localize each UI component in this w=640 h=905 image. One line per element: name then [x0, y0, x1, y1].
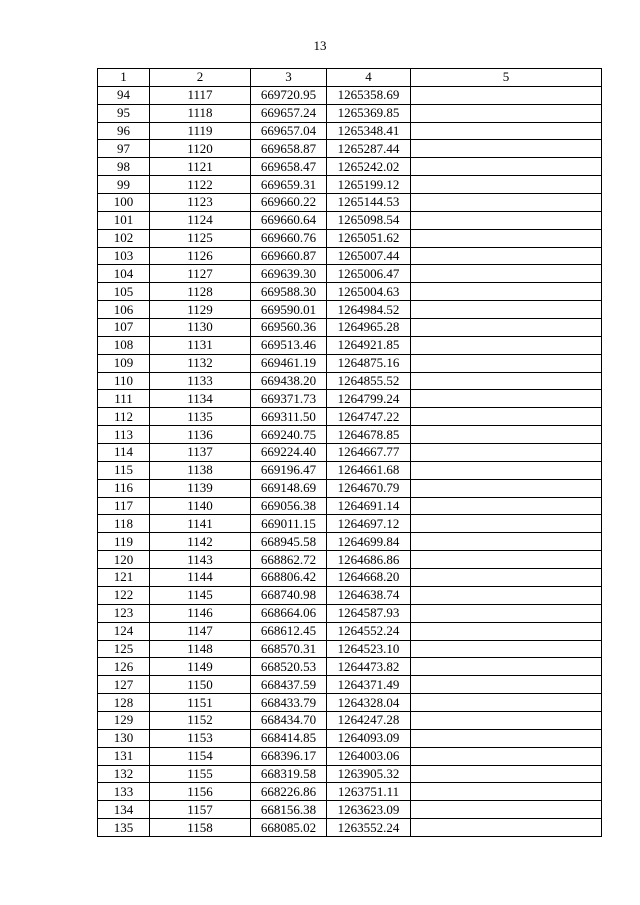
- table-cell: [411, 604, 602, 622]
- table-row: [98, 426, 602, 444]
- coordinates-table: [97, 68, 602, 837]
- table-cell: 1142: [150, 533, 251, 551]
- table-cell: 112: [98, 408, 150, 426]
- table-cell: [411, 622, 602, 640]
- table-cell: [411, 586, 602, 604]
- table-cell: [411, 158, 602, 176]
- table-cell: 669658.47: [251, 158, 327, 176]
- table-cell: 1265007.44: [327, 247, 411, 265]
- table-row: [98, 408, 602, 426]
- table-row: [98, 497, 602, 515]
- table-cell: 1265199.12: [327, 176, 411, 194]
- table-cell: 1264921.85: [327, 336, 411, 354]
- table-cell: 1264638.74: [327, 586, 411, 604]
- table-cell: 1139: [150, 479, 251, 497]
- table-row: [98, 176, 602, 194]
- table-row: [98, 122, 602, 140]
- table-cell: 1264855.52: [327, 372, 411, 390]
- table-cell: 1265051.62: [327, 229, 411, 247]
- table-cell: 1264667.77: [327, 444, 411, 462]
- table-cell: 97: [98, 140, 150, 158]
- table-cell: 1264699.84: [327, 533, 411, 551]
- table-row: [98, 444, 602, 462]
- table-cell: 1137: [150, 444, 251, 462]
- table-cell: 134: [98, 801, 150, 819]
- table-cell: 1147: [150, 622, 251, 640]
- table-cell: 1141: [150, 515, 251, 533]
- table-cell: 110: [98, 372, 150, 390]
- table-cell: [411, 372, 602, 390]
- table-cell: 99: [98, 176, 150, 194]
- table-cell: 98: [98, 158, 150, 176]
- table-cell: 107: [98, 319, 150, 337]
- table-cell: 669660.22: [251, 194, 327, 212]
- table-cell: 1146: [150, 604, 251, 622]
- table-cell: [411, 765, 602, 783]
- table-cell: 1264670.79: [327, 479, 411, 497]
- table-cell: [411, 354, 602, 372]
- table-cell: 102: [98, 229, 150, 247]
- table-cell: 1263552.24: [327, 819, 411, 837]
- table-cell: 1264799.24: [327, 390, 411, 408]
- table-row: [98, 104, 602, 122]
- table-row: [98, 158, 602, 176]
- table-row: [98, 569, 602, 587]
- table-row: [98, 229, 602, 247]
- table-cell: 1136: [150, 426, 251, 444]
- table-row: [98, 783, 602, 801]
- table-cell: [411, 283, 602, 301]
- table-cell: 118: [98, 515, 150, 533]
- table-cell: 668740.98: [251, 586, 327, 604]
- table-cell: 1264473.82: [327, 658, 411, 676]
- table-cell: 1264328.04: [327, 694, 411, 712]
- table-cell: 126: [98, 658, 150, 676]
- table-cell: 123: [98, 604, 150, 622]
- table-row: [98, 765, 602, 783]
- table-cell: 1265369.85: [327, 104, 411, 122]
- table-cell: 668085.02: [251, 819, 327, 837]
- table-cell: 105: [98, 283, 150, 301]
- table-cell: 1154: [150, 747, 251, 765]
- table-cell: 669311.50: [251, 408, 327, 426]
- table-cell: 1144: [150, 569, 251, 587]
- table-cell: 669660.87: [251, 247, 327, 265]
- table-cell: [411, 176, 602, 194]
- table-cell: 128: [98, 694, 150, 712]
- table-cell: 131: [98, 747, 150, 765]
- table-cell: 1157: [150, 801, 251, 819]
- table-cell: 94: [98, 86, 150, 104]
- table-cell: 668520.53: [251, 658, 327, 676]
- table-cell: 669224.40: [251, 444, 327, 462]
- table-cell: [411, 515, 602, 533]
- table-cell: 1132: [150, 354, 251, 372]
- table-cell: 124: [98, 622, 150, 640]
- column-header: 4: [327, 69, 411, 87]
- table-header-row: [98, 69, 602, 87]
- table-row: [98, 247, 602, 265]
- table-row: [98, 211, 602, 229]
- table-cell: [411, 533, 602, 551]
- table-cell: 669639.30: [251, 265, 327, 283]
- table-row: [98, 283, 602, 301]
- table-cell: 1263751.11: [327, 783, 411, 801]
- table-cell: 1152: [150, 711, 251, 729]
- table-cell: 668396.17: [251, 747, 327, 765]
- table-cell: 668945.58: [251, 533, 327, 551]
- table-cell: [411, 319, 602, 337]
- table-cell: 1265358.69: [327, 86, 411, 104]
- table-row: [98, 729, 602, 747]
- table-cell: 1265144.53: [327, 194, 411, 212]
- table-row: [98, 319, 602, 337]
- table-cell: 1151: [150, 694, 251, 712]
- table-row: [98, 301, 602, 319]
- table-cell: 668433.79: [251, 694, 327, 712]
- table-cell: 1264668.20: [327, 569, 411, 587]
- table-cell: 669660.76: [251, 229, 327, 247]
- table-cell: 1127: [150, 265, 251, 283]
- table-cell: 669657.24: [251, 104, 327, 122]
- table-cell: 1264875.16: [327, 354, 411, 372]
- table-cell: [411, 140, 602, 158]
- table-cell: 669660.64: [251, 211, 327, 229]
- table-cell: [411, 104, 602, 122]
- table-cell: 109: [98, 354, 150, 372]
- table-cell: 1263905.32: [327, 765, 411, 783]
- table-cell: [411, 211, 602, 229]
- table-row: [98, 551, 602, 569]
- table-cell: [411, 569, 602, 587]
- table-row: [98, 676, 602, 694]
- table-cell: 1135: [150, 408, 251, 426]
- table-row: [98, 604, 602, 622]
- table-cell: 125: [98, 640, 150, 658]
- table-body: [98, 86, 602, 836]
- table-cell: 1264686.86: [327, 551, 411, 569]
- table-cell: 1134: [150, 390, 251, 408]
- table-row: [98, 801, 602, 819]
- table-cell: 132: [98, 765, 150, 783]
- table-cell: 668664.06: [251, 604, 327, 622]
- table-cell: 114: [98, 444, 150, 462]
- table-cell: 1264678.85: [327, 426, 411, 444]
- table-cell: 1138: [150, 461, 251, 479]
- column-header: 1: [98, 69, 150, 87]
- table-row: [98, 640, 602, 658]
- table-cell: [411, 676, 602, 694]
- table-cell: 669196.47: [251, 461, 327, 479]
- table-row: [98, 461, 602, 479]
- table-cell: 1129: [150, 301, 251, 319]
- table-cell: 1155: [150, 765, 251, 783]
- table-cell: 104: [98, 265, 150, 283]
- column-header: 5: [411, 69, 602, 87]
- table-cell: 669658.87: [251, 140, 327, 158]
- table-cell: 95: [98, 104, 150, 122]
- table-cell: 669056.38: [251, 497, 327, 515]
- table-row: [98, 533, 602, 551]
- table-cell: 669590.01: [251, 301, 327, 319]
- table-cell: [411, 122, 602, 140]
- table-cell: 1264552.24: [327, 622, 411, 640]
- table-cell: 133: [98, 783, 150, 801]
- table-cell: 1124: [150, 211, 251, 229]
- table-cell: 122: [98, 586, 150, 604]
- table-row: [98, 336, 602, 354]
- table-cell: 1264093.09: [327, 729, 411, 747]
- table-cell: 1265242.02: [327, 158, 411, 176]
- table-cell: 1265098.54: [327, 211, 411, 229]
- table-cell: 1264691.14: [327, 497, 411, 515]
- table-cell: [411, 711, 602, 729]
- table-cell: [411, 229, 602, 247]
- table-cell: 1265006.47: [327, 265, 411, 283]
- table-cell: 1263623.09: [327, 801, 411, 819]
- table-cell: 1265004.63: [327, 283, 411, 301]
- table-cell: 1264697.12: [327, 515, 411, 533]
- table-row: [98, 390, 602, 408]
- table-cell: [411, 783, 602, 801]
- table-cell: 1264523.10: [327, 640, 411, 658]
- table-row: [98, 140, 602, 158]
- table-cell: 668156.38: [251, 801, 327, 819]
- table-cell: 1140: [150, 497, 251, 515]
- table-cell: 120: [98, 551, 150, 569]
- table-cell: 121: [98, 569, 150, 587]
- table-cell: 669720.95: [251, 86, 327, 104]
- table-cell: 669659.31: [251, 176, 327, 194]
- page-number: 13: [313, 38, 327, 53]
- table-cell: 1264587.93: [327, 604, 411, 622]
- table-cell: 668437.59: [251, 676, 327, 694]
- table-cell: 1264247.28: [327, 711, 411, 729]
- table-cell: 669240.75: [251, 426, 327, 444]
- table-cell: 1130: [150, 319, 251, 337]
- table-cell: 127: [98, 676, 150, 694]
- table-cell: [411, 265, 602, 283]
- table-cell: [411, 640, 602, 658]
- table-cell: [411, 390, 602, 408]
- table-cell: 668319.58: [251, 765, 327, 783]
- table-row: [98, 622, 602, 640]
- table-cell: 669438.20: [251, 372, 327, 390]
- table-cell: [411, 801, 602, 819]
- table-row: [98, 711, 602, 729]
- table-cell: 1122: [150, 176, 251, 194]
- table-cell: 669560.36: [251, 319, 327, 337]
- table-cell: 1265287.44: [327, 140, 411, 158]
- table-cell: 668226.86: [251, 783, 327, 801]
- column-header: 2: [150, 69, 251, 87]
- table-cell: 1264747.22: [327, 408, 411, 426]
- table-cell: 1120: [150, 140, 251, 158]
- table-cell: 669513.46: [251, 336, 327, 354]
- table-cell: 668862.72: [251, 551, 327, 569]
- table-cell: 1133: [150, 372, 251, 390]
- table-cell: 1150: [150, 676, 251, 694]
- table-cell: 669148.69: [251, 479, 327, 497]
- table-cell: 1117: [150, 86, 251, 104]
- table-cell: [411, 301, 602, 319]
- table-cell: 111: [98, 390, 150, 408]
- table-cell: 1156: [150, 783, 251, 801]
- table-cell: 669657.04: [251, 122, 327, 140]
- table-row: [98, 694, 602, 712]
- table-cell: [411, 426, 602, 444]
- table-cell: [411, 408, 602, 426]
- table-cell: 108: [98, 336, 150, 354]
- table-cell: 1131: [150, 336, 251, 354]
- table-cell: 669371.73: [251, 390, 327, 408]
- table-cell: [411, 551, 602, 569]
- table-cell: 668414.85: [251, 729, 327, 747]
- table-cell: [411, 86, 602, 104]
- table-row: [98, 372, 602, 390]
- table-cell: 1125: [150, 229, 251, 247]
- table-cell: 1264984.52: [327, 301, 411, 319]
- table-row: [98, 586, 602, 604]
- table-cell: 100: [98, 194, 150, 212]
- table-cell: [411, 729, 602, 747]
- table-cell: 103: [98, 247, 150, 265]
- table-cell: 1121: [150, 158, 251, 176]
- table-cell: 1149: [150, 658, 251, 676]
- table-cell: 1264965.28: [327, 319, 411, 337]
- table-cell: 116: [98, 479, 150, 497]
- table-cell: [411, 658, 602, 676]
- table-cell: 106: [98, 301, 150, 319]
- table-cell: [411, 497, 602, 515]
- column-header: 3: [251, 69, 327, 87]
- table-row: [98, 194, 602, 212]
- table-cell: 96: [98, 122, 150, 140]
- table-cell: 1148: [150, 640, 251, 658]
- table-cell: 130: [98, 729, 150, 747]
- table-cell: [411, 479, 602, 497]
- table-cell: 1264371.49: [327, 676, 411, 694]
- table-row: [98, 747, 602, 765]
- table-row: [98, 479, 602, 497]
- table-cell: 1143: [150, 551, 251, 569]
- table-cell: 1264661.68: [327, 461, 411, 479]
- table-cell: [411, 444, 602, 462]
- table-cell: 668434.70: [251, 711, 327, 729]
- table-cell: 135: [98, 819, 150, 837]
- table-cell: 101: [98, 211, 150, 229]
- table-row: [98, 265, 602, 283]
- table-row: [98, 658, 602, 676]
- table-cell: 129: [98, 711, 150, 729]
- table-cell: 1128: [150, 283, 251, 301]
- table-row: [98, 515, 602, 533]
- table-cell: 113: [98, 426, 150, 444]
- table-cell: 669011.15: [251, 515, 327, 533]
- table-cell: 119: [98, 533, 150, 551]
- table-row: [98, 819, 602, 837]
- table-cell: [411, 194, 602, 212]
- table-cell: 1119: [150, 122, 251, 140]
- table-cell: 668612.45: [251, 622, 327, 640]
- table-cell: 1126: [150, 247, 251, 265]
- table-cell: 669461.19: [251, 354, 327, 372]
- table-row: [98, 86, 602, 104]
- table-cell: 117: [98, 497, 150, 515]
- table-cell: 1145: [150, 586, 251, 604]
- table-cell: 668806.42: [251, 569, 327, 587]
- table-cell: 1158: [150, 819, 251, 837]
- table-cell: 1118: [150, 104, 251, 122]
- table-cell: [411, 336, 602, 354]
- table-cell: 1265348.41: [327, 122, 411, 140]
- table-cell: [411, 247, 602, 265]
- table-cell: 668570.31: [251, 640, 327, 658]
- table-row: [98, 354, 602, 372]
- table-cell: 1264003.06: [327, 747, 411, 765]
- table-cell: [411, 461, 602, 479]
- table-cell: [411, 819, 602, 837]
- table-cell: 1153: [150, 729, 251, 747]
- table-cell: 115: [98, 461, 150, 479]
- table-cell: 1123: [150, 194, 251, 212]
- table-cell: [411, 747, 602, 765]
- table-cell: 669588.30: [251, 283, 327, 301]
- table-cell: [411, 694, 602, 712]
